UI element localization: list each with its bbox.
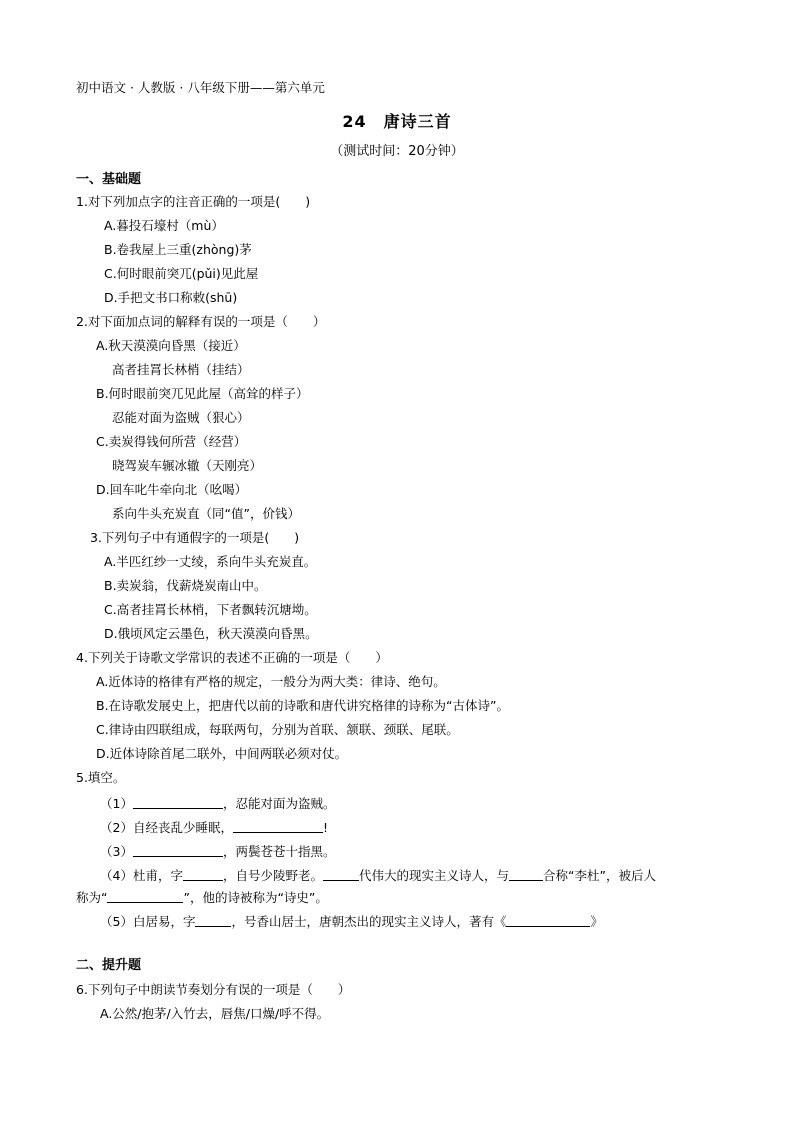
q4-option-a: A.近体诗的格律有严格的规定，一般分为两大类：律诗、绝句。 (96, 674, 446, 689)
q2-option-a-line1: A.秋天漠漠向昏黑（接近） (96, 338, 246, 353)
q2-option-a-line2: 高者挂罥长林梢（挂结） (112, 362, 250, 377)
q5-5-text-b: ，号香山居士，唐朝杰出的现实主义诗人，著有《 (231, 914, 507, 929)
q5-5-text-c: 》 (590, 914, 603, 929)
q5-4-title-blank[interactable] (107, 890, 183, 903)
q5-5-courtesy-name-blank[interactable] (195, 914, 231, 927)
q5-4-courtesy-name-blank[interactable] (183, 868, 223, 881)
q5-3-text: ，两鬓苍苍十指黑。 (222, 844, 336, 859)
q5-line-4 (100, 868, 656, 884)
q1-option-c: C.何时眼前突兀(pǔi)见此屋 (104, 266, 259, 281)
q5-4-text-d: 合称“李杜”，被后人 (543, 868, 656, 883)
q5-line-4-cont (76, 890, 328, 906)
q5-4-text-e: 称为“ (76, 890, 108, 905)
q4-stem: 4.下列关于诗歌文学常识的表述不正确的一项是（ ） (76, 650, 388, 665)
q5-4-dynasty-blank[interactable] (323, 868, 359, 881)
q3-option-c: C.高者挂罥长林梢，下者飘转沉塘坳。 (104, 602, 317, 617)
q5-4-text-c: 代伟大的现实主义诗人，与 (358, 868, 509, 883)
q5-line-5 (100, 914, 603, 930)
q4-option-b: B.在诗歌发展史上，把唐代以前的诗歌和唐代讲究格律的诗称为“古体诗”。 (96, 698, 510, 713)
test-time: （测试时间：20分钟） (330, 144, 464, 159)
q5-2-number: （2） (100, 820, 133, 835)
q3-stem: 3.下列句子中有通假字的一项是( ) (90, 530, 300, 545)
q2-option-b-line1: B.何时眼前突兀见此屋（高耸的样子） (96, 386, 309, 401)
lesson-title (0, 112, 794, 132)
q5-line-2 (100, 820, 328, 836)
q5-2-end: ! (322, 820, 328, 835)
q5-5-work-blank[interactable] (506, 914, 590, 927)
q1-option-b: B.卷我屋上三重(zhòng)茅 (104, 242, 252, 257)
q5-stem: 5.填空。 (76, 770, 126, 785)
q5-1-answer-blank[interactable] (133, 796, 223, 809)
q5-2-text: 自经丧乱少睡眠， (132, 820, 233, 835)
q3-option-b: B.卖炭翁，伐薪烧炭南山中。 (104, 578, 267, 593)
q1-stem: 1.对下列加点字的注音正确的一项是( ) (76, 194, 311, 209)
q1-option-d: D.手把文书口称敕(shū) (104, 290, 238, 305)
q5-line-3 (100, 844, 335, 860)
q1-option-a: A.暮投石壕村（mù） (104, 218, 224, 233)
q2-option-c-line2: 晓驾炭车辗冰辙（天刚亮） (112, 458, 263, 473)
q6-option-a: A.公然/抱茅/入竹去，唇焦/口燥/呼不得。 (100, 1006, 330, 1021)
q5-4-text-b: ，自号少陵野老。 (222, 868, 323, 883)
q4-option-c: C.律诗由四联组成，每联两句，分别为首联、颔联、颈联、尾联。 (96, 722, 459, 737)
section-basic-title: 一、基础题 (76, 172, 142, 187)
section-advanced-title: 二、提升题 (76, 958, 142, 973)
q4-option-d: D.近体诗除首尾二联外，中间两联必须对仗。 (96, 746, 348, 761)
q2-option-d-line1: D.回车叱牛牵向北（吆喝） (96, 482, 248, 497)
q3-option-d: D.俄顷风定云墨色，秋天漠漠向昏黑。 (104, 626, 318, 641)
q2-option-b-line2: 忍能对面为盗贼（狠心） (112, 410, 250, 425)
lesson-title-text: 24 唐诗三首 (342, 112, 452, 131)
q5-1-text: ，忍能对面为盗贼。 (222, 796, 336, 811)
q5-4-text-a: （4）杜甫，字 (100, 868, 183, 883)
q5-3-number: （3） (100, 844, 133, 859)
q5-4-poet-blank[interactable] (509, 868, 543, 881)
q5-4-text-f: ”，他的诗被称为“诗史”。 (183, 890, 328, 905)
q2-stem: 2.对下面加点词的解释有误的一项是（ ） (76, 314, 326, 329)
q5-5-text-a: （5）白居易，字 (100, 914, 196, 929)
q5-2-answer-blank[interactable] (233, 820, 323, 833)
course-header: 初中语文 · 人教版 · 八年级下册——第六单元 (76, 80, 325, 95)
q6-stem: 6.下列句子中朗读节奏划分有误的一项是（ ） (76, 982, 351, 997)
q5-1-number: （1） (100, 796, 133, 811)
q2-option-c-line1: C.卖炭得钱何所营（经营） (96, 434, 247, 449)
q2-option-d-line2: 系向牛头充炭直（同“值”，价钱） (112, 506, 300, 521)
q5-line-1 (100, 796, 335, 812)
q5-3-answer-blank[interactable] (133, 844, 223, 857)
q3-option-a: A.半匹红纱一丈绫，系向牛头充炭直。 (104, 554, 317, 569)
